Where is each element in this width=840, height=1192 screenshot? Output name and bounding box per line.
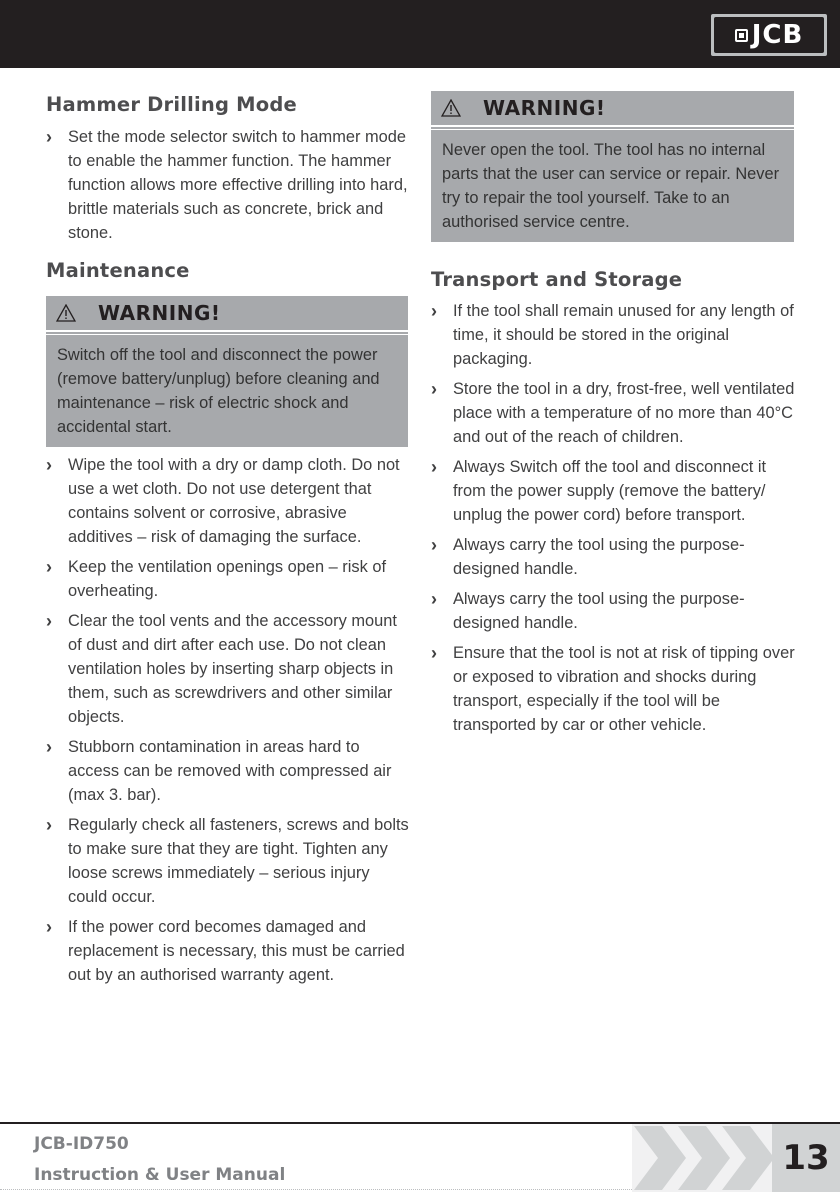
- list-item: › Always carry the tool using the purpose-designed handle.: [431, 589, 745, 632]
- footer-manual-title: Instruction & User Manual: [34, 1165, 286, 1185]
- chevron-right-icon: ›: [46, 127, 52, 147]
- hammer-drilling-heading: Hammer Drilling Mode: [46, 93, 297, 116]
- footer-model: JCB-ID750: [34, 1134, 129, 1154]
- jcb-logo: [711, 14, 827, 56]
- chevron-right-icon: ›: [46, 917, 52, 937]
- list-item: › If the tool shall remain unused for any length of time, it should be stored in the original packaging.: [431, 301, 794, 368]
- transport-list: [431, 299, 797, 743]
- header-bar: [0, 0, 840, 68]
- chevron-right-icon: ›: [431, 643, 437, 663]
- list-item: › Always Switch off the tool and disconnect it from the power supply (remove the battery/ unplug the power cord) before transport.: [431, 457, 767, 524]
- list-item: › Store the tool in a dry, frost-free, well ventilated place with a temperature of no more than 40°C and out of the reach of children.: [431, 379, 795, 446]
- chevron-right-icon: ›: [431, 379, 437, 399]
- chevron-right-icon: ›: [431, 301, 437, 321]
- chevron-right-icon: ›: [431, 589, 437, 609]
- warning-triangle-icon: [441, 99, 461, 117]
- list-item: › Regularly check all fasteners, screws and bolts to make sure that they are tight. Tighten any loose screws immediately – serious injury could occur.: [46, 815, 409, 906]
- chevron-right-icon: ›: [46, 557, 52, 577]
- maintenance-list: [46, 453, 410, 993]
- list-item: › Ensure that the tool is not at risk of tipping over or exposed to vibration and shocks during transport, especially if the tool will be transported by car or other vehicle.: [431, 643, 795, 734]
- warning-title: WARNING!: [98, 301, 221, 325]
- list-item: › Clear the tool vents and the accessory mount of dust and dirt after each use. Do not clean ventilation holes by inserting sharp objects in them, such as screwdrivers and other similar objects.: [46, 611, 397, 726]
- list-item: › Always carry the tool using the purpose-designed handle.: [431, 535, 745, 578]
- warning-text: Switch off the tool and disconnect the power (remove battery/unplug) before cleaning and maintenance – risk of electric shock and accidental start.: [46, 334, 408, 447]
- logo-text: JCB: [751, 20, 804, 50]
- list-item: › If the power cord becomes damaged and replacement is necessary, this must be carried out by an authorised warranty agent.: [46, 917, 405, 984]
- footer-chevrons-icon: [632, 1124, 772, 1192]
- hammer-list: [46, 125, 410, 251]
- maintenance-warning-box: [46, 296, 408, 447]
- chevron-right-icon: ›: [46, 611, 52, 631]
- jcb-mark-icon: [735, 29, 748, 42]
- warning-title: WARNING!: [483, 96, 606, 120]
- list-item: › Set the mode selector switch to hammer mode to enable the hammer function. The hammer function allows more effective drilling into hard, brittle materials such as concrete, brick and stone.: [46, 127, 408, 242]
- footer-info: [34, 1132, 285, 1187]
- warning-triangle-icon: [56, 304, 76, 322]
- warning-text: Never open the tool. The tool has no internal parts that the user can service or repair. Never try to repair the tool yourself. Take to an authorised service centre.: [431, 129, 794, 242]
- chevron-right-icon: ›: [46, 455, 52, 475]
- repair-warning-box: [431, 91, 794, 242]
- chevron-right-icon: ›: [46, 815, 52, 835]
- page-number: 13: [772, 1124, 840, 1192]
- chevron-right-icon: ›: [431, 535, 437, 555]
- footer-dotted-rule: [0, 1189, 632, 1190]
- list-item: › Stubborn contamination in areas hard to access can be removed with compressed air (max 3. bar).: [46, 737, 392, 804]
- list-item: › Wipe the tool with a dry or damp cloth. Do not use a wet cloth. Do not use detergent that contains solvent or corrosive, abrasive additives – risk of damaging the surface.: [46, 455, 400, 546]
- chevron-right-icon: ›: [46, 737, 52, 757]
- maintenance-heading: Maintenance: [46, 259, 190, 282]
- list-item: › Keep the ventilation openings open – risk of overheating.: [46, 557, 387, 600]
- chevron-right-icon: ›: [431, 457, 437, 477]
- transport-storage-heading: Transport and Storage: [431, 268, 683, 291]
